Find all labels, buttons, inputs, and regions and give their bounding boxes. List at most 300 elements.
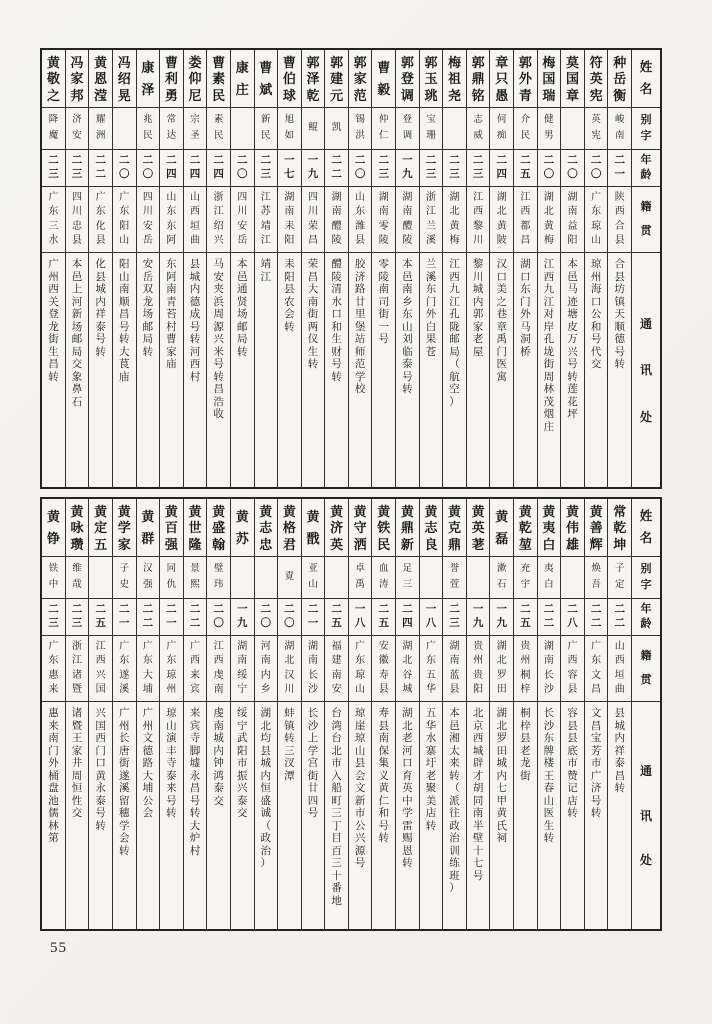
name-text: 符 英 宪 <box>589 54 603 103</box>
age-cell <box>514 599 537 636</box>
native-cell <box>302 636 325 702</box>
native-text: 江 西 黎 川 <box>473 192 484 246</box>
name-text: 黄 格 君 <box>282 503 296 552</box>
age-cell <box>420 150 443 187</box>
contact-text: 靖 江 <box>260 259 272 283</box>
contact-text: 合 县 坊 镇 天 顺 德 号 转 <box>614 259 625 370</box>
courtesy-text: 血 涛 <box>379 564 389 590</box>
name-cell <box>231 50 254 108</box>
name-cell <box>420 50 443 108</box>
name-text: 康 庄 <box>235 60 249 97</box>
name-text: 黄 乾 堃 <box>518 503 532 552</box>
courtesy-cell <box>278 108 301 150</box>
age-text: 二 二 <box>590 603 602 629</box>
courtesy-text: 峻 南 <box>614 115 625 141</box>
native-text: 广 东 五 华 <box>425 641 436 695</box>
entry-column <box>443 50 467 487</box>
contact-text: 县 城 内 祥 泰 昌 转 <box>614 708 625 794</box>
contact-cell <box>325 253 348 487</box>
entry-column <box>184 50 208 487</box>
name-cell <box>325 50 348 108</box>
contact-cell <box>207 702 230 929</box>
name-text: 黄 铁 民 <box>377 503 391 552</box>
contact-cell <box>42 253 65 487</box>
age-text: 一 八 <box>354 603 366 629</box>
name-cell <box>325 499 348 557</box>
courtesy-cell <box>608 108 631 150</box>
native-cell <box>160 636 183 702</box>
native-text: 湖 南 益 阳 <box>567 192 578 246</box>
age-cell <box>113 599 136 636</box>
contact-text: 湖 北 老 河 口 育 英 中 学 雷 赐 恩 转 <box>402 708 413 869</box>
entry-column <box>302 499 326 929</box>
entry-column <box>538 499 562 929</box>
courtesy-cell <box>632 108 660 150</box>
native-cell <box>137 636 160 702</box>
age-cell <box>160 150 183 187</box>
contact-cell <box>372 253 395 487</box>
contact-text: 江 西 九 江 孔 陇 邮 局 （ 航 空 ） <box>449 259 460 408</box>
contact-text: 化 县 城 内 祥 泰 号 转 <box>95 259 106 358</box>
contact-cell <box>349 253 372 487</box>
name-cell <box>231 499 254 557</box>
native-text: 湖 南 醴 陵 <box>331 192 342 246</box>
native-text: 广 东 大 埔 <box>142 641 153 695</box>
courtesy-text: 健 男 <box>544 115 554 141</box>
age-cell <box>443 150 466 187</box>
native-text: 四 川 安 岳 <box>237 192 248 246</box>
native-cell <box>137 187 160 253</box>
age-cell <box>396 599 419 636</box>
name-text: 黄 群 <box>141 509 155 546</box>
age-text: 一 九 <box>496 603 507 629</box>
contact-cell <box>585 253 608 487</box>
courtesy-text <box>443 108 466 149</box>
native-cell <box>396 636 419 702</box>
age-text: 二 三 <box>260 154 272 180</box>
native-cell <box>608 636 631 702</box>
name-text: 章 只 愚 <box>495 54 509 103</box>
name-text: 郭 登 调 <box>400 54 414 103</box>
courtesy-cell <box>561 108 584 150</box>
contact-text: 胶 济 路 廿 里 堡 站 师 范 学 校 <box>354 259 366 395</box>
age-cell <box>137 599 160 636</box>
courtesy-cell <box>443 108 466 150</box>
name-text: 郭 外 青 <box>518 54 532 103</box>
age-cell <box>349 599 372 636</box>
entry-column <box>585 50 609 487</box>
name-cell <box>349 50 372 108</box>
contact-text: 文 昌 宝 芳 市 广 济 号 转 <box>590 708 602 819</box>
age-cell <box>443 599 466 636</box>
name-cell <box>255 50 278 108</box>
age-cell <box>467 599 490 636</box>
contact-text: 马 安 夹 浜 周 源 兴 米 号 转 昌 浩 收 <box>213 259 224 420</box>
courtesy-cell <box>585 108 608 150</box>
name-text: 黄 英 荖 <box>471 503 485 552</box>
contact-text: 容 县 县 底 市 赞 记 店 转 <box>567 708 578 819</box>
contact-text: 通 讯 处 <box>639 763 652 868</box>
entry-column <box>42 50 66 487</box>
name-cell <box>467 50 490 108</box>
native-cell <box>561 187 584 253</box>
courtesy-text: 济 安 <box>72 115 82 141</box>
age-cell <box>632 150 660 187</box>
contact-cell <box>89 253 112 487</box>
native-cell <box>66 187 89 253</box>
entry-column <box>420 499 444 929</box>
age-text: 二 一 <box>166 603 177 629</box>
contact-cell <box>420 702 443 929</box>
entry-column <box>278 50 302 487</box>
contact-text: 湖 北 均 县 城 内 恒 盛 诚 （ 政 治 ） <box>260 708 272 869</box>
contact-text: 广 州 西 关 登 龙 街 生 昌 转 <box>48 259 59 383</box>
entry-column <box>207 499 231 929</box>
native-cell <box>420 187 443 253</box>
age-cell <box>231 599 254 636</box>
name-text: 梅 祖 尧 <box>448 54 462 103</box>
entry-column <box>561 50 585 487</box>
courtesy-cell <box>302 557 325 599</box>
name-cell <box>278 499 301 557</box>
age-text: 二 二 <box>142 603 154 629</box>
courtesy-text: 充 宇 <box>520 564 531 590</box>
name-text: 曹 伯 球 <box>282 54 296 103</box>
name-cell <box>349 499 372 557</box>
courtesy-text <box>89 557 112 598</box>
native-cell <box>514 636 537 702</box>
native-cell <box>467 187 490 253</box>
native-cell <box>278 636 301 702</box>
entry-column <box>113 50 137 487</box>
contact-cell <box>585 702 608 929</box>
contact-cell <box>255 702 278 929</box>
courtesy-text: 覔 <box>284 571 295 582</box>
name-cell <box>396 499 419 557</box>
entry-column <box>349 50 373 487</box>
entry-column <box>137 50 161 487</box>
courtesy-text: 耀 洲 <box>95 115 106 141</box>
name-text: 黄 善 辉 <box>589 503 603 552</box>
age-text: 二 二 <box>614 603 625 629</box>
name-text: 黄 铮 <box>46 509 60 546</box>
native-cell <box>325 187 348 253</box>
native-text: 广 西 容 县 <box>567 641 578 695</box>
contact-cell <box>207 253 230 487</box>
native-text: 四 川 荣 昌 <box>307 192 318 246</box>
entry-column <box>231 50 255 487</box>
native-text: 湖 北 罗 田 <box>496 641 507 695</box>
age-text: 二 三 <box>472 154 484 180</box>
age-text: 二 〇 <box>590 154 602 180</box>
name-cell <box>608 50 631 108</box>
age-text: 二 二 <box>331 154 342 180</box>
native-cell <box>255 187 278 253</box>
age-text: 一 九 <box>472 603 484 629</box>
native-text: 湖 南 长 沙 <box>307 641 318 695</box>
courtesy-text: 漱 石 <box>496 564 507 590</box>
native-text: 陕 西 合 县 <box>614 192 625 246</box>
contact-text: 零 陵 南 司 街 一 号 <box>378 259 390 345</box>
age-text: 二 五 <box>378 603 390 629</box>
entry-column <box>538 50 562 487</box>
native-cell <box>632 636 660 702</box>
age-text: 二 四 <box>496 154 507 180</box>
native-cell <box>207 636 230 702</box>
contact-text: 绥 宁 武 阳 市 振 兴 泰 交 <box>236 708 248 819</box>
name-cell <box>89 50 112 108</box>
courtesy-cell <box>585 557 608 599</box>
native-cell <box>42 187 65 253</box>
age-text: 二 一 <box>614 154 625 180</box>
entry-column <box>207 50 231 487</box>
name-cell <box>608 499 631 557</box>
contact-text: 东 阿 南 青 苔 村 曹 家 庙 <box>166 259 177 370</box>
courtesy-text <box>467 557 490 598</box>
contact-cell <box>349 702 372 929</box>
entry-column <box>66 499 90 929</box>
contact-cell <box>302 702 325 929</box>
age-cell <box>42 599 65 636</box>
name-cell <box>207 50 230 108</box>
courtesy-text: 子 定 <box>614 564 625 590</box>
age-cell <box>585 150 608 187</box>
courtesy-cell <box>184 108 207 150</box>
native-cell <box>89 636 112 702</box>
entry-column <box>255 50 279 487</box>
contact-text: 县 城 内 德 成 号 转 河 西 村 <box>189 259 201 383</box>
native-text: 湖 南 绥 宁 <box>237 641 248 695</box>
courtesy-cell <box>608 557 631 599</box>
entry-column <box>66 50 90 487</box>
native-text: 广 东 惠 来 <box>48 641 59 695</box>
age-cell <box>160 599 183 636</box>
courtesy-cell <box>66 557 89 599</box>
courtesy-text: 凯 <box>331 122 342 133</box>
name-cell <box>538 50 561 108</box>
entry-column <box>302 50 326 487</box>
contact-cell <box>467 253 490 487</box>
contact-text: 琼 州 海 口 公 和 号 代 交 <box>590 259 602 370</box>
entry-column <box>396 499 420 929</box>
age-cell <box>561 150 584 187</box>
contact-text: 来 宾 寺 脚 墟 永 昌 号 转 大 炉 村 <box>189 708 201 857</box>
native-cell <box>372 636 395 702</box>
entry-column <box>467 499 491 929</box>
courtesy-cell <box>396 557 419 599</box>
contact-cell <box>89 702 112 929</box>
age-cell <box>184 599 207 636</box>
courtesy-cell <box>467 557 490 599</box>
courtesy-cell <box>207 108 230 150</box>
contact-cell <box>184 702 207 929</box>
name-cell <box>113 50 136 108</box>
entry-column <box>585 499 609 929</box>
name-cell <box>467 499 490 557</box>
age-cell <box>42 150 65 187</box>
name-cell <box>514 50 537 108</box>
contact-cell <box>490 253 513 487</box>
courtesy-cell <box>396 108 419 150</box>
entry-column <box>608 499 632 929</box>
contact-cell <box>514 253 537 487</box>
entry-column <box>113 499 137 929</box>
entry-column <box>420 50 444 487</box>
name-text: 郭 鼎 铭 <box>471 54 485 103</box>
courtesy-cell <box>325 108 348 150</box>
name-text: 黄 定 五 <box>94 503 108 552</box>
contact-text: 诸 暨 王 家 井 周 恒 性 交 <box>71 708 83 819</box>
age-cell <box>608 599 631 636</box>
contact-cell <box>278 702 301 929</box>
courtesy-cell <box>538 557 561 599</box>
courtesy-cell <box>490 557 513 599</box>
age-text: 二 〇 <box>142 154 154 180</box>
native-cell <box>325 636 348 702</box>
age-cell <box>538 599 561 636</box>
entry-column <box>137 499 161 929</box>
native-text: 湖 南 长 沙 <box>543 641 554 695</box>
contact-cell <box>66 702 89 929</box>
name-cell <box>443 499 466 557</box>
native-cell <box>585 636 608 702</box>
native-text: 广 东 化 县 <box>95 192 106 246</box>
courtesy-cell <box>490 108 513 150</box>
name-text: 黄 敬 之 <box>46 54 60 103</box>
name-cell <box>302 499 325 557</box>
native-text: 广 东 三 水 <box>48 192 59 246</box>
entry-column <box>561 499 585 929</box>
age-text: 二 〇 <box>118 154 130 180</box>
name-text: 姓 名 <box>639 509 653 546</box>
native-text: 山 西 垣 曲 <box>614 641 625 695</box>
courtesy-text <box>255 557 278 598</box>
courtesy-text: 焕 吾 <box>591 564 601 590</box>
native-text: 广 东 遂 溪 <box>119 641 130 695</box>
age-text: 二 一 <box>307 603 319 629</box>
contact-cell <box>372 702 395 929</box>
courtesy-text: 登 调 <box>402 115 413 141</box>
native-text: 广 东 文 昌 <box>591 641 602 695</box>
entry-column <box>372 50 396 487</box>
courtesy-text: 别 字 <box>640 563 652 591</box>
contact-cell <box>113 702 136 929</box>
entry-column <box>396 50 420 487</box>
contact-cell <box>467 702 490 929</box>
name-text: 黄 戬 <box>306 509 320 546</box>
age-cell <box>184 150 207 187</box>
native-cell <box>443 636 466 702</box>
courtesy-cell <box>137 108 160 150</box>
contact-cell <box>632 253 660 487</box>
name-text: 黄 咏 瓒 <box>70 503 84 552</box>
courtesy-cell <box>42 557 65 599</box>
courtesy-text: 汉 强 <box>143 564 153 590</box>
contact-cell <box>160 702 183 929</box>
contact-text: 广 州 文 德 路 大 埔 公 会 <box>142 708 154 819</box>
courtesy-text: 夷 白 <box>544 564 554 590</box>
native-text: 湖 北 黄 梅 <box>449 192 460 246</box>
age-text: 二 三 <box>449 154 460 180</box>
courtesy-cell <box>66 108 89 150</box>
age-cell <box>231 150 254 187</box>
contact-text: 台 湾 台 北 市 入 船 町 三 丁 目 百 三 十 番 地 <box>331 708 342 907</box>
age-text: 二 五 <box>95 603 106 629</box>
header-column <box>632 50 660 487</box>
contact-text: 黎 川 城 内 郭 家 老 屋 <box>472 259 484 358</box>
contact-cell <box>325 702 348 929</box>
native-text: 浙 江 诸 暨 <box>72 641 83 695</box>
courtesy-cell <box>372 108 395 150</box>
courtesy-cell <box>231 557 254 599</box>
courtesy-text: 足 三 <box>402 564 413 590</box>
native-cell <box>372 187 395 253</box>
native-text: 河 南 内 乡 <box>260 641 271 695</box>
contact-text: 五 华 水 寨 圩 老 聚 美 店 转 <box>425 708 437 832</box>
name-text: 梅 国 瑞 <box>542 54 556 103</box>
age-cell <box>89 150 112 187</box>
age-cell <box>302 599 325 636</box>
native-cell <box>89 187 112 253</box>
courtesy-text: 志 威 <box>473 115 483 141</box>
courtesy-text <box>325 557 348 598</box>
name-text: 曹 斌 <box>259 60 273 97</box>
courtesy-cell <box>137 557 160 599</box>
age-text: 二 三 <box>48 603 59 629</box>
courtesy-cell <box>420 557 443 599</box>
native-text: 江 西 兴 国 <box>95 641 106 695</box>
native-text: 籍 贯 <box>640 650 652 686</box>
courtesy-text: 别 字 <box>640 114 652 142</box>
courtesy-cell <box>89 108 112 150</box>
courtesy-cell <box>349 108 372 150</box>
native-cell <box>632 187 660 253</box>
name-cell <box>89 499 112 557</box>
name-text: 黄 世 隆 <box>188 503 202 552</box>
age-cell <box>255 599 278 636</box>
courtesy-text: 素 民 <box>213 115 224 141</box>
contact-text: 长 沙 东 牌 楼 王 春 山 医 生 转 <box>543 708 555 844</box>
age-cell <box>207 150 230 187</box>
age-text: 二 〇 <box>284 603 295 629</box>
age-cell <box>325 150 348 187</box>
contact-cell <box>538 253 561 487</box>
native-text: 安 徽 寿 县 <box>378 641 389 695</box>
name-cell <box>490 499 513 557</box>
courtesy-text: 铁 中 <box>48 564 59 590</box>
name-cell <box>278 50 301 108</box>
age-cell <box>608 150 631 187</box>
courtesy-text: 同 仇 <box>166 564 177 590</box>
courtesy-cell <box>538 108 561 150</box>
name-text: 常 乾 坤 <box>613 503 627 552</box>
native-text: 广 西 来 宾 <box>190 641 201 695</box>
courtesy-text <box>231 557 254 598</box>
entry-column <box>278 499 302 929</box>
contact-text: 本 邑 上 河 新 场 邮 局 交 象 鼻 石 <box>71 259 83 408</box>
contact-text: 琼 山 演 丰 寺 泰 来 号 转 <box>166 708 177 819</box>
native-text: 籍 贯 <box>640 201 652 237</box>
native-text: 广 东 琼 山 <box>355 641 366 695</box>
name-cell <box>538 499 561 557</box>
courtesy-cell <box>443 557 466 599</box>
courtesy-cell <box>255 108 278 150</box>
native-text: 山 东 潍 县 <box>355 192 366 246</box>
courtesy-cell <box>325 557 348 599</box>
contact-cell <box>42 702 65 929</box>
courtesy-cell <box>302 108 325 150</box>
age-cell <box>632 599 660 636</box>
